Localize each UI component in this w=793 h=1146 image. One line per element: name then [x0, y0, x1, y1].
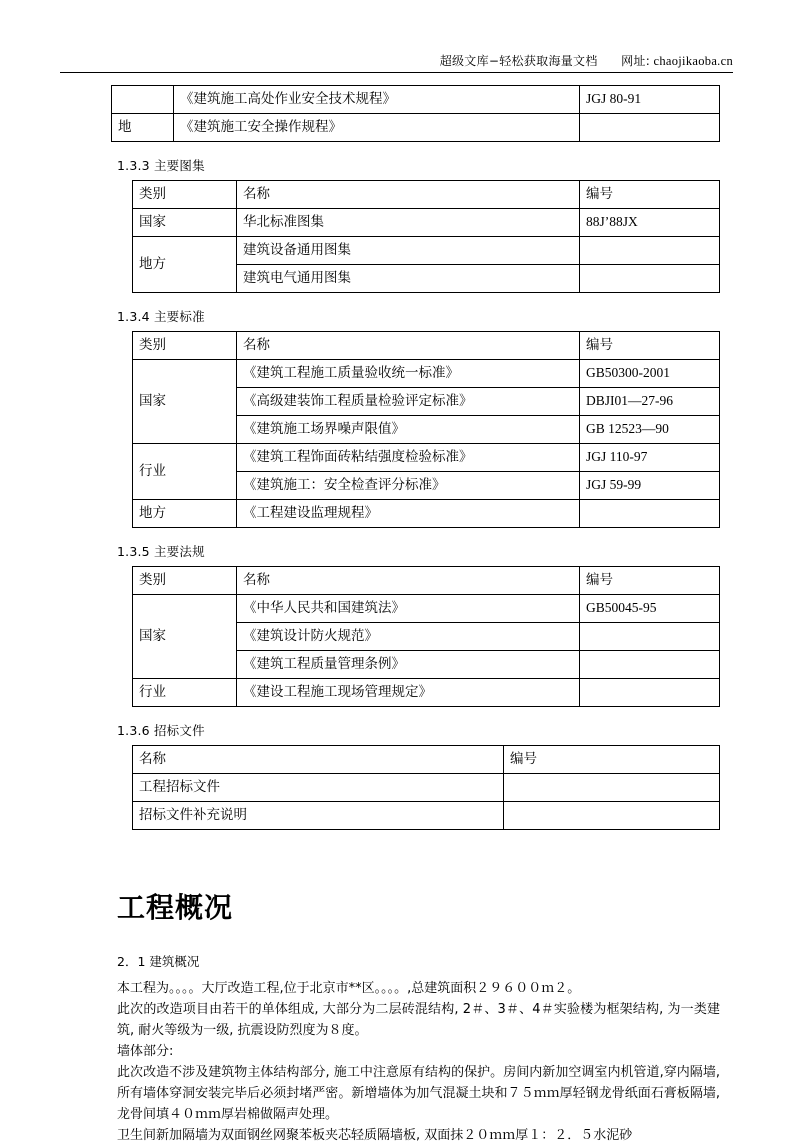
cell-name: 工程招标文件	[133, 774, 504, 802]
table-regulations-continued-wrap	[111, 85, 720, 142]
cell-code	[504, 802, 720, 830]
table-header-row	[133, 332, 720, 360]
cell-code: JGJ 110-97	[580, 444, 720, 472]
cell-name: 华北标准图集	[237, 209, 580, 237]
section-title-133: 1.3.3 主要图集	[117, 158, 205, 173]
table-row	[133, 774, 720, 802]
cell-code	[580, 623, 720, 651]
section-title-21: 2．1 建筑概况	[117, 954, 200, 969]
cell-name: 建筑设备通用图集	[237, 237, 580, 265]
section-title-136: 1.3.6 招标文件	[117, 723, 205, 738]
cell-code	[580, 651, 720, 679]
table-row	[133, 360, 720, 388]
header-code: 编号	[580, 181, 720, 209]
table-row	[133, 679, 720, 707]
cell-code	[580, 237, 720, 265]
cell-code: GB50300-2001	[580, 360, 720, 388]
cell-category: 行业	[133, 444, 237, 500]
table-header-row	[133, 746, 720, 774]
cell-code: JGJ 80-91	[580, 86, 720, 114]
cell-name: 《中华人民共和国建筑法》	[237, 595, 580, 623]
header-name: 名称	[133, 746, 504, 774]
paragraph: 本工程为。。。。大厅改造工程,位于北京市**区。。。。,总建筑面积２９６００ｍ２。	[117, 981, 581, 996]
table-regulations-continued	[111, 85, 720, 142]
table-bid-docs	[132, 745, 720, 830]
cell-code	[504, 774, 720, 802]
cell-name: 《建筑施工场界噪声限值》	[237, 416, 580, 444]
paragraph: 此次改造不涉及建筑物主体结构部分, 施工中注意原有结构的保护。房间内新加空调室内机管道,穿内隔墙,所有墙体穿洞安装完毕后必须封堵严密。新增墙体为加气混凝土块和７５ｍｍ厚轻钢龙骨纸面石膏板隔墙,龙骨间填４０ｍｍ厚岩棉做隔声处理。	[117, 1065, 720, 1123]
cell-code: GB50045-95	[580, 595, 720, 623]
table-row	[133, 595, 720, 623]
header-name: 名称	[237, 567, 580, 595]
page-header	[60, 0, 733, 69]
table-atlas	[132, 180, 720, 293]
table-row	[133, 802, 720, 830]
cell-name: 《建筑设计防火规范》	[237, 623, 580, 651]
header-category: 类别	[133, 181, 237, 209]
table-row	[133, 444, 720, 472]
header-code: 编号	[504, 746, 720, 774]
cell-name: 建筑电气通用图集	[237, 265, 580, 293]
cell-name: 《建筑工程质量管理条例》	[237, 651, 580, 679]
cell-category: 国家	[133, 360, 237, 444]
header-code: 编号	[580, 567, 720, 595]
section-title-135: 1.3.5 主要法规	[117, 544, 205, 559]
cell-category: 国家	[133, 595, 237, 679]
header-divider	[60, 72, 733, 73]
cell-name: 《建设工程施工现场管理规定》	[237, 679, 580, 707]
cell-name: 《建筑施工：安全检查评分标准》	[237, 472, 580, 500]
header-url-label: 网址:	[621, 54, 651, 68]
cell-code	[580, 679, 720, 707]
cell-code	[580, 114, 720, 142]
cell-code: 88J’88JX	[580, 209, 720, 237]
cell-category: 行业	[133, 679, 237, 707]
table-laws-wrap	[132, 566, 720, 707]
chapter-title: 工程概况	[117, 891, 234, 924]
table-bid-docs-wrap	[132, 745, 720, 830]
table-row	[133, 237, 720, 265]
table-laws	[132, 566, 720, 707]
cell-code	[580, 500, 720, 528]
header-name: 名称	[237, 332, 580, 360]
table-row	[133, 209, 720, 237]
cell-name: 招标文件补充说明	[133, 802, 504, 830]
header-category: 类别	[133, 332, 237, 360]
table-row	[112, 114, 720, 142]
paragraph: 卫生间新加隔墙为双面钢丝网聚苯板夹芯轻质隔墙板, 双面抹２０ｍｍ厚１：２．５水泥砂	[117, 1128, 633, 1144]
table-standards	[132, 331, 720, 528]
cell-code: JGJ 59-99	[580, 472, 720, 500]
cell-code: DBJI01—27-96	[580, 388, 720, 416]
cell-category	[112, 86, 174, 114]
header-code: 编号	[580, 332, 720, 360]
cell-category: 地方	[133, 237, 237, 293]
cell-code	[580, 265, 720, 293]
paragraph: 墙体部分:	[117, 1044, 174, 1060]
header-url: chaojikaoba.cn	[653, 54, 733, 68]
table-standards-wrap	[132, 331, 720, 528]
table-row	[112, 86, 720, 114]
table-header-row	[133, 181, 720, 209]
paragraph: 此次的改造项目由若干的单体组成, 大部分为二层砖混结构, 2＃、3＃、4＃实验楼为框架结构, 为一类建筑, 耐火等级为一级, 抗震设防烈度为８度。	[117, 1002, 720, 1039]
cell-name: 《高级建装饰工程质量检验评定标准》	[237, 388, 580, 416]
header-name: 名称	[237, 181, 580, 209]
cell-category: 地	[112, 114, 174, 142]
cell-category: 国家	[133, 209, 237, 237]
cell-name: 《工程建设监理规程》	[237, 500, 580, 528]
cell-code: GB 12523—90	[580, 416, 720, 444]
table-row	[133, 500, 720, 528]
table-atlas-wrap	[132, 180, 720, 293]
cell-name: 《建筑施工安全操作规程》	[174, 114, 580, 142]
header-title: 超级文库−轻松获取海量文档	[439, 54, 598, 68]
cell-name: 《建筑工程饰面砖粘结强度检验标准》	[237, 444, 580, 472]
table-header-row	[133, 567, 720, 595]
cell-name: 《建筑施工高处作业安全技术规程》	[174, 86, 580, 114]
cell-category: 地方	[133, 500, 237, 528]
section-title-134: 1.3.4 主要标准	[117, 309, 205, 324]
cell-name: 《建筑工程施工质量验收统一标准》	[237, 360, 580, 388]
header-category: 类别	[133, 567, 237, 595]
